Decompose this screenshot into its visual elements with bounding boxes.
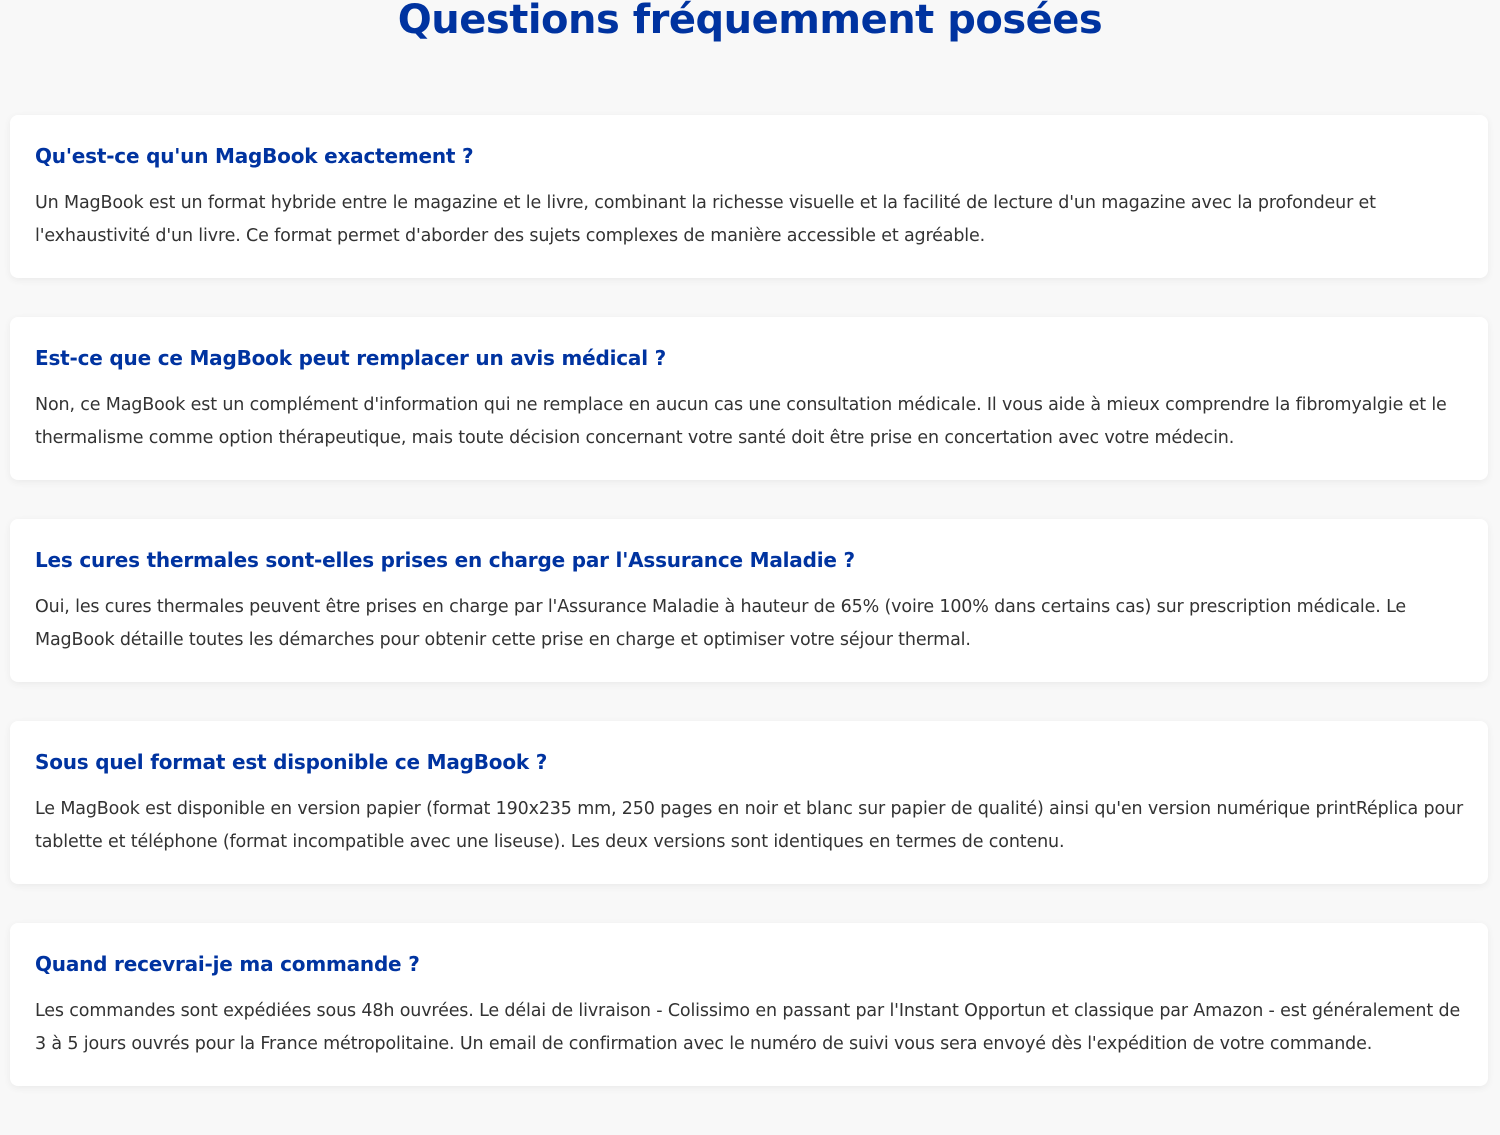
faq-question: Quand recevrai-je ma commande ?: [35, 952, 420, 976]
faq-item: [10, 115, 1488, 278]
faq-question: Les cures thermales sont-elles prises en charge par l'Assurance Maladie ?: [35, 548, 855, 572]
faq-answer: Un MagBook est un format hybride entre le magazine et le livre, combinant la richesse visuelle et la facilité de lecture d'un magazine avec la profondeur et l'exhaustivité d'un livre. Ce format permet d'aborder des sujets complexes de manière accessible et agréable.: [35, 193, 1376, 246]
faq-answer: Le MagBook est disponible en version papier (format 190x235 mm, 250 pages en noir et blanc sur papier de qualité) ainsi qu'en version numérique printRéplica pour tablette et téléphone (format incompatible avec une liseuse). Les deux versions sont identiques en termes de contenu.: [35, 799, 1464, 852]
faq-answer: Non, ce MagBook est un complément d'information qui ne remplace en aucun cas une consultation médicale. Il vous aide à mieux comprendre la fibromyalgie et le thermalisme comme option thérapeutique, mais toute décision concernant votre santé doit être prise en concertation avec votre médecin.: [35, 395, 1447, 448]
faq-item: [10, 923, 1488, 1086]
faq-question: Sous quel format est disponible ce MagBook ?: [35, 750, 548, 774]
faq-list: [10, 115, 1488, 1125]
faq-question: Qu'est-ce qu'un MagBook exactement ?: [35, 144, 474, 168]
faq-item: [10, 519, 1488, 682]
faq-item: [10, 317, 1488, 480]
faq-answer: Oui, les cures thermales peuvent être prises en charge par l'Assurance Maladie à hauteur de 65% (voire 100% dans certains cas) sur prescription médicale. Le MagBook détaille toutes les démarches pour obtenir cette prise en charge et optimiser votre séjour thermal.: [35, 597, 1406, 650]
faq-question: Est-ce que ce MagBook peut remplacer un avis médical ?: [35, 346, 667, 370]
page-title: Questions fréquemment posées: [397, 0, 1103, 43]
faq-item: [10, 721, 1488, 884]
faq-answer: Les commandes sont expédiées sous 48h ouvrées. Le délai de livraison - Colissimo en passant par l'Instant Opportun et classique par Amazon - est généralement de 3 à 5 jours ouvrés pour la France métropolitaine. Un email de confirmation avec le numéro de suivi vous sera envoyé dès l'expédition de votre commande.: [35, 1001, 1461, 1054]
